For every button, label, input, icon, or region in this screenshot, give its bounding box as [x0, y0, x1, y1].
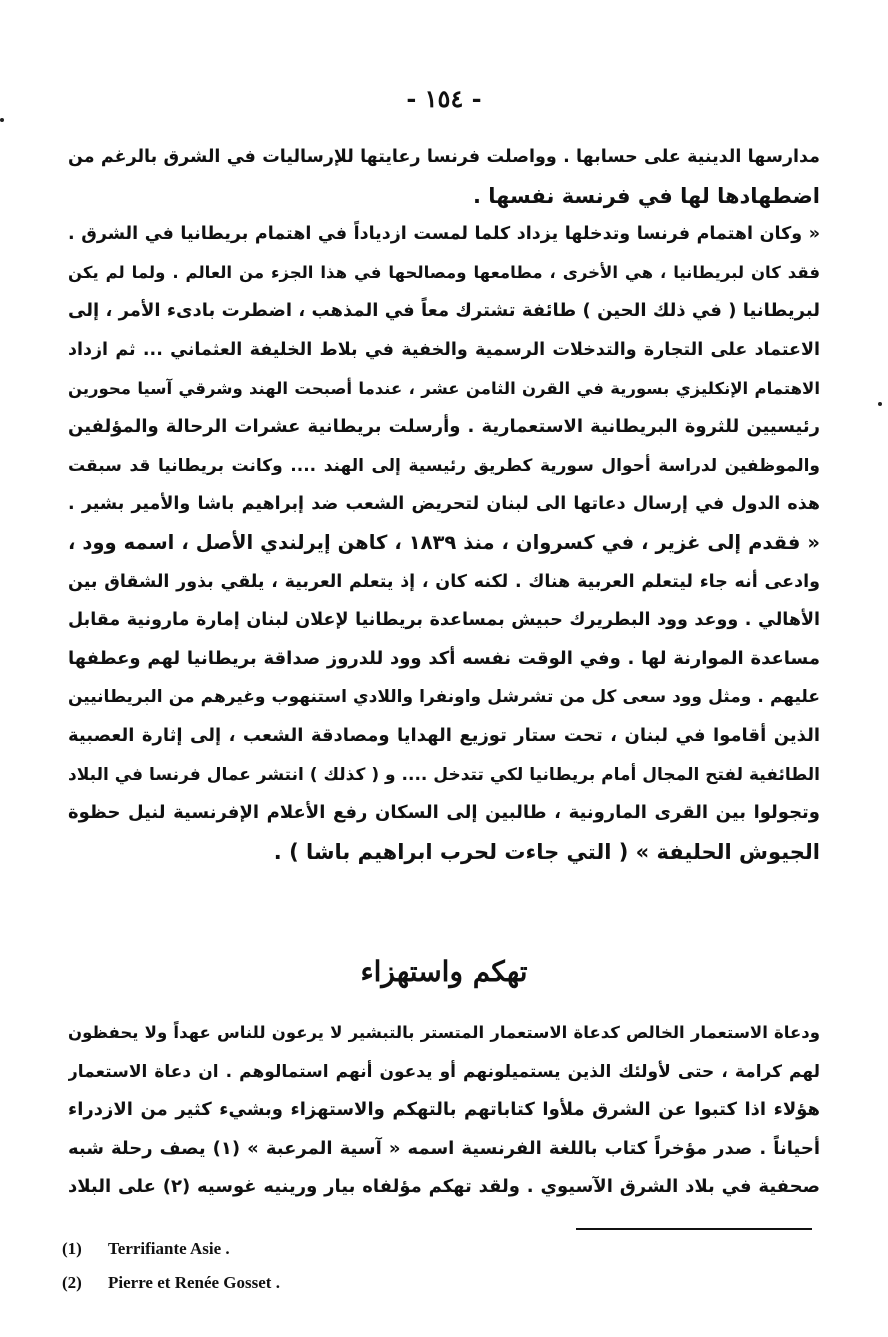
- text-line: الاهتمام الإنكليزي بسورية في القرن الثامن عشر ، عندما أصبحت الهند وشرقي آسيا محورين: [68, 378, 820, 398]
- text-line: وتجولوا بين القرى المارونية ، طالبين إلى السكان رفع الأعلام الإفرنسية لنيل حظوة: [68, 802, 820, 824]
- section-heading: تهكم واستهزاء: [360, 955, 528, 988]
- text-line: مدارسها الدينية على حسابها . وواصلت فرنسا رعايتها للإرساليات في الشرق بالرغم من: [68, 147, 820, 167]
- scan-speck: [878, 402, 882, 406]
- text-line: « وكان اهتمام فرنسا وتدخلها يزداد كلما لمست ازدياداً في اهتمام بريطانيا في الشرق .: [68, 224, 820, 245]
- paragraph-block-2: [68, 1014, 820, 1207]
- text-line: « فقدم إلى غزير ، في كسروان ، منذ ١٨٣٩ ، كاهن إيرلندي الأصل ، اسمه وود ،: [68, 530, 820, 554]
- text-line: اضطهادها لها في فرنسة نفسها .: [472, 183, 820, 208]
- text-line: وادعى أنه جاء ليتعلم العربية هناك . لكنه كان ، إذ يتعلم العربية ، يلقي بذور الشقاق بين: [68, 571, 820, 592]
- text-line: الأهالي . ووعد وود البطريرك حبيش بمساعدة بريطانيا لإعلان لبنان إمارة مارونية مقابل: [68, 610, 820, 631]
- footnote-text: Pierre et Renée Gosset .: [108, 1273, 280, 1292]
- footnote-separator: [576, 1228, 812, 1230]
- text-line: لبريطانيا ( في ذلك الحين ) طائفة تشترك معاً في المذهب ، اضطرت بادىء الأمر ، إلى: [68, 300, 820, 322]
- footnote: [62, 1238, 662, 1260]
- paragraph-block-1: [68, 138, 820, 871]
- text-line: الاعتماد على التجارة والتدخلات الرسمية والخفية في بلاط الخليفة العثماني ... ثم ازداد: [68, 339, 820, 360]
- text-line: أحياناً . صدر مؤخراً كتاب باللغة الفرنسية اسمه « آسية المرعبة » (١) يصف رحلة شبه: [68, 1137, 820, 1159]
- text-line: عليهم . ومثل وود سعى كل من تشرشل واونفرا واللادي استنهوب وغيرهم من البريطانيين: [68, 687, 820, 708]
- text-line: صحفية في بلاد الشرق الآسيوي . ولقد تهكم مؤلفاه بيار ورينيه غوسيه (٢) على البلاد: [68, 1176, 820, 1198]
- text-line: رئيسيين للثروة البريطانية الاستعمارية . وأرسلت بريطانية عشرات الرحالة والمؤلفين: [68, 416, 820, 438]
- text-line: الجيوش الحليفة » ( التي جاءت لحرب ابراهيم باشا ) .: [273, 839, 820, 864]
- footnote-marker: (1): [62, 1239, 82, 1258]
- footnotes: [62, 1238, 662, 1306]
- text-line: مساعدة الموارنة لها . وفي الوقت نفسه أكد وود للدروز صداقة بريطانيا لهم وعطفها: [68, 647, 820, 669]
- scan-speck: [0, 118, 4, 122]
- text-line: والموظفين لدراسة أحوال سورية كطريق رئيسية إلى الهند .... وكانت بريطانيا قد سبقت: [68, 455, 820, 476]
- footnote: [62, 1272, 662, 1294]
- text-line: ودعاة الاستعمار الخالص كدعاة الاستعمار المتستر بالتبشير لا يرعون للناس عهداً ولا يحفظون: [68, 1023, 820, 1042]
- text-line: هؤلاء اذا كتبوا عن الشرق ملأوا كتاباتهم بالتهكم والاستهزاء وبشيء كثير من الازدراء: [68, 1099, 820, 1121]
- page-number: - ١٥٤ -: [406, 84, 482, 113]
- text-line: الطائفية لفتح المجال أمام بريطانيا لكي تتدخل .... و ( كذلك ) انتشر عمال فرنسا في البلاد: [68, 764, 820, 785]
- footnote-text: Terrifiante Asie .: [108, 1239, 230, 1258]
- text-line: الذين أقاموا في لبنان ، تحت ستار توزيع الهدايا ومصادقة الشعب ، إلى إثارة العصبية: [68, 724, 820, 746]
- text-line: هذه الدول في إرسال دعاتها الى لبنان لتحريض الشعب ضد إبراهيم باشا والأمير بشير .: [68, 494, 820, 515]
- footnote-marker: (2): [62, 1273, 82, 1292]
- text-line: لهم كرامة ، حتى لأولئك الذين يستميلونهم أو يدعون أنهم استمالوهم . ان دعاة الاستعمار: [68, 1061, 820, 1082]
- text-line: فقد كان لبريطانيا ، هي الأخرى ، مطامعها ومصالحها في هذا الجزء من العالم . ولما لم يكن: [68, 262, 820, 282]
